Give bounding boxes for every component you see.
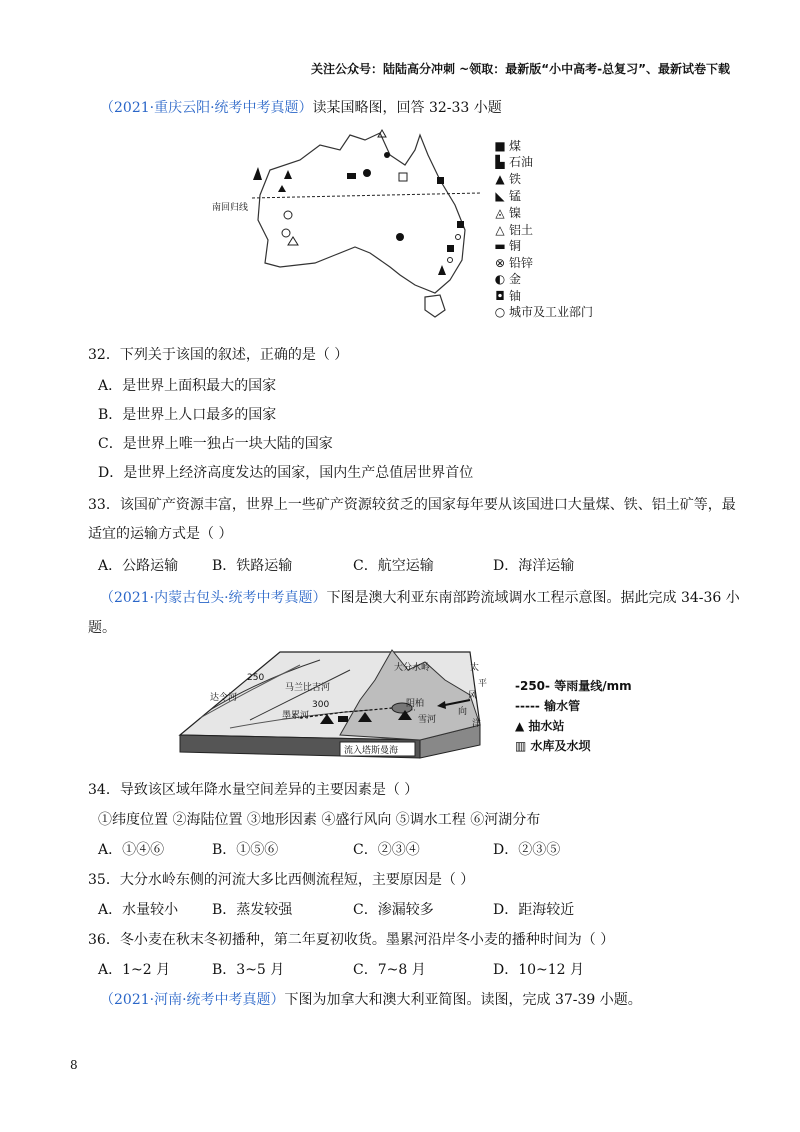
lead-zinc-icon: ⊗	[494, 256, 506, 270]
label-tai: 太	[470, 663, 480, 673]
legend-gold: ◐ 金	[494, 272, 522, 286]
gold-icon: ◐	[494, 272, 506, 286]
legend-bauxite: △ 铝土	[493, 222, 533, 238]
copper-icon: ▬	[494, 239, 506, 253]
legend-pipeline: ----- 输水管	[515, 699, 581, 713]
q36-option-a[interactable]: A．1~2 月	[98, 962, 171, 978]
uranium-icon: ◘	[495, 289, 505, 303]
bauxite-icon: △	[495, 223, 505, 237]
reservoir-icon: ▥	[515, 739, 527, 753]
q32-intro-text: 读某国略图，回答 32-33 小题	[312, 100, 502, 116]
legend-oil: ▙ 石油	[493, 154, 533, 170]
q36-option-b[interactable]: B．3~5 月	[212, 962, 285, 978]
page-number: 8	[70, 1058, 78, 1072]
q32-option-c[interactable]: C．是世界上唯一独占一块大陆的国家	[98, 436, 333, 452]
legend-coal: ■ 煤	[494, 139, 522, 153]
legend-uranium: ◘ 铀	[493, 288, 521, 304]
q32-option-a[interactable]: A．是世界上面积最大的国家	[98, 378, 277, 394]
q34-option-a[interactable]: A．①④⑥	[98, 842, 165, 858]
legend-lead-zinc: ⊗ 铅锌	[494, 256, 534, 270]
legend-isohyet: -250- 等雨量线/mm	[515, 679, 632, 693]
australia-outline	[258, 133, 465, 293]
label-wind: 风	[468, 691, 478, 701]
q34-intro-line1	[100, 588, 740, 608]
tropic-line	[252, 193, 480, 198]
q35-option-a[interactable]: A．水量较小	[98, 902, 179, 918]
q32-option-b[interactable]: B．是世界上人口最多的国家	[98, 407, 277, 423]
oil-icon: ▙	[495, 155, 505, 169]
label-yang: 洋	[472, 719, 482, 729]
q32-intro	[100, 98, 502, 118]
legend-copper: ▬ 铜	[494, 239, 522, 253]
pipeline-icon: -----	[515, 699, 540, 713]
q34-option-c[interactable]: C．②③④	[353, 842, 420, 858]
q36-option-c[interactable]: C．7~8 月	[353, 962, 426, 978]
legend-pump: ▲ 抽水站	[515, 719, 565, 733]
q33-option-c[interactable]: C．航空运输	[353, 558, 434, 574]
q34-factors: ①纬度位置 ②海陆位置 ③地形因素 ④盛行风向 ⑤调水工程 ⑥河湖分布	[98, 812, 541, 828]
q32-source: （2021·重庆云阳·统考中考真题）	[100, 100, 313, 116]
nickel-icon: ◬	[495, 206, 505, 220]
q32-stem: 32．下列关于该国的叙述，正确的是（ ）	[88, 347, 349, 363]
legend-city: ○ 城市及工业部门	[494, 305, 594, 319]
legend-manganese: ◣ 锰	[493, 188, 521, 204]
reservoir-1	[338, 716, 348, 722]
q34-source: （2021·内蒙古包头·统考中考真题）	[100, 590, 327, 606]
q34-intro-line2: 题。	[88, 620, 116, 636]
q35-option-d[interactable]: D．距海较近	[493, 902, 575, 918]
q32-option-d[interactable]: D．是世界上经济高度发达的国家，国内生产总值居世界首位	[98, 465, 474, 481]
q36-option-d[interactable]: D．10~12 月	[493, 962, 585, 978]
q34-stem: 34．导致该区域年降水量空间差异的主要因素是（ ）	[88, 782, 419, 798]
australia-map	[240, 125, 490, 325]
label-murrumbidgee: 马兰比吉河	[285, 683, 331, 693]
q33-stem-line1: 33．该国矿产资源丰富，世界上一些矿产资源较贫乏的国家每年要从该国进口大量煤、铁、铝土矿等，最	[88, 497, 736, 513]
iron-icon: ▲	[495, 172, 505, 186]
tasmania-outline	[425, 295, 445, 317]
label-snowy: 雪河	[418, 715, 437, 725]
legend-nickel: ◬ 镍	[493, 205, 521, 221]
label-eucumbene: 阴柏	[406, 699, 425, 709]
q37-intro	[100, 990, 642, 1010]
q37-source: （2021·河南·统考中考真题）	[100, 992, 285, 1008]
label-xiang: 向	[458, 707, 468, 717]
q34-option-d[interactable]: D．②③⑤	[493, 842, 561, 858]
q33-option-b[interactable]: B．铁路运输	[212, 558, 293, 574]
label-ping: 平	[478, 679, 488, 689]
legend-iron: ▲ 铁	[493, 171, 521, 187]
city-icon: ○	[494, 305, 506, 319]
q35-option-c[interactable]: C．渗漏较多	[353, 902, 434, 918]
q33-stem-line2: 适宜的运输方式是（ ）	[88, 526, 233, 542]
page-header: 关注公众号：陆陆高分冲刺 ~领取：最新版“小中高考-总复习”、最新试卷下载	[311, 62, 730, 76]
label-tasman: 流入塔斯曼海	[344, 746, 399, 756]
label-300: 300	[312, 700, 330, 710]
label-250: 250	[247, 673, 265, 683]
coal-icon: ■	[494, 139, 506, 153]
tropic-label: 南回归线	[212, 203, 249, 213]
manganese-icon: ◣	[495, 189, 505, 203]
pump-icon: ▲	[515, 719, 525, 733]
legend-reservoir: ▥ 水库及水坝	[515, 739, 591, 753]
q34-intro-text: 下图是澳大利亚东南部跨流域调水工程示意图。据此完成 34-36 小	[326, 590, 740, 606]
q35-option-b[interactable]: B．蒸发较强	[212, 902, 293, 918]
q33-option-a[interactable]: A．公路运输	[98, 558, 179, 574]
q37-intro-text: 下图为加拿大和澳大利亚简图。读图，完成 37-39 小题。	[284, 992, 642, 1008]
q34-option-b[interactable]: B．①⑤⑥	[212, 842, 279, 858]
label-divide: 大分水岭	[394, 663, 431, 673]
label-murray: 墨累河	[282, 711, 310, 721]
q33-option-d[interactable]: D．海洋运输	[493, 558, 575, 574]
isohyet-icon: -250-	[515, 679, 551, 693]
q35-stem: 35．大分水岭东侧的河流大多比西侧流程短，主要原因是（ ）	[88, 872, 475, 888]
label-darling: 达令河	[210, 693, 238, 703]
q36-stem: 36．冬小麦在秋末冬初播种，第二年夏初收货。墨累河沿岸冬小麦的播种时间为（ ）	[88, 932, 615, 948]
